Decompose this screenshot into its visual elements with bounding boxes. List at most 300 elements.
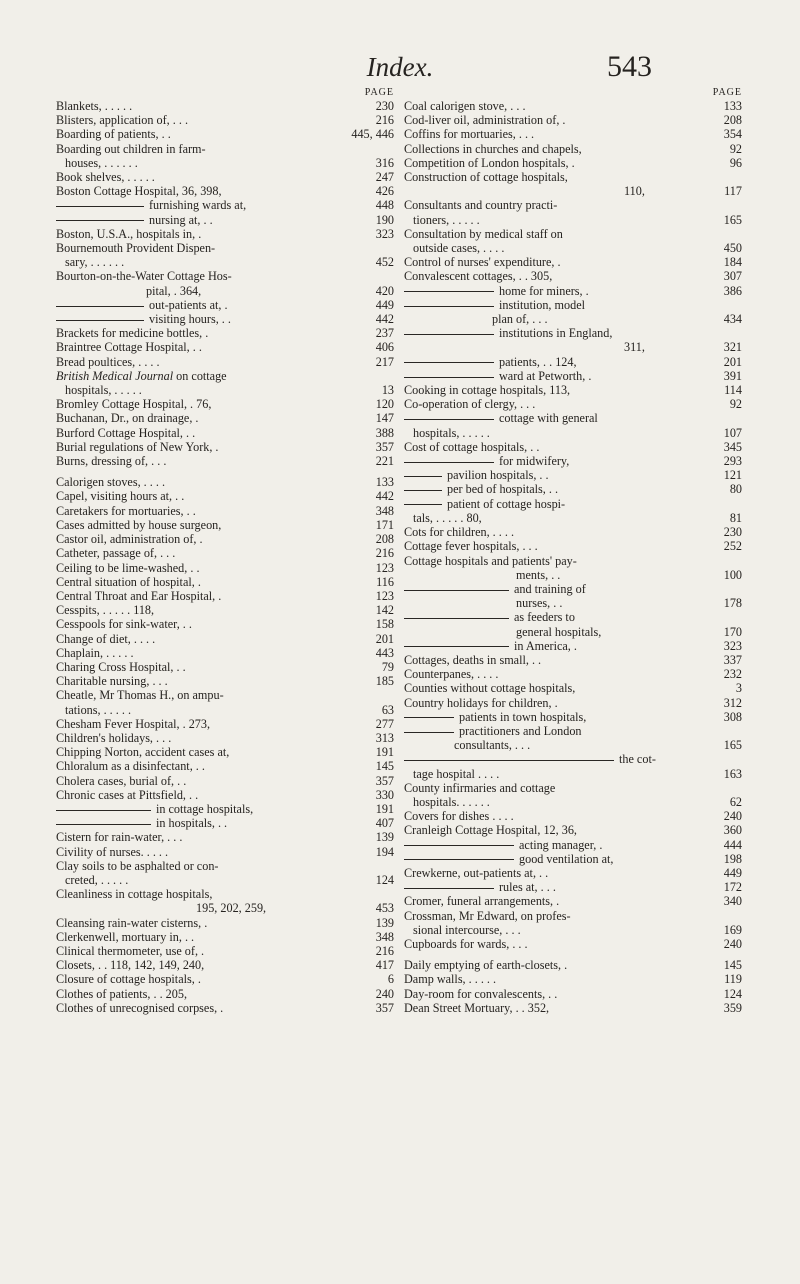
ditto-rule xyxy=(404,306,494,307)
index-entry xyxy=(404,738,742,752)
entry-page-ref: 172 xyxy=(723,880,742,895)
entry-term: houses, . . . . . . xyxy=(65,155,138,170)
running-title: Index. xyxy=(366,52,434,82)
entry-page-ref: 452 xyxy=(375,255,394,270)
entry-page-ref: 312 xyxy=(723,695,742,710)
index-entry xyxy=(56,660,394,674)
entry-term: and training of xyxy=(514,581,586,596)
index-entry xyxy=(56,589,394,603)
index-entry xyxy=(404,610,742,624)
index-entry xyxy=(404,724,742,738)
entry-term: Damp walls, . . . . . xyxy=(404,972,497,987)
entry-page-ref: 357 xyxy=(375,773,394,788)
entry-page-ref: 449 xyxy=(375,297,394,312)
entry-term: pavilion hospitals, . . xyxy=(447,468,549,483)
entry-page-ref: 116 xyxy=(376,574,394,589)
index-entry xyxy=(56,617,394,631)
index-entry xyxy=(56,198,394,212)
entry-page-ref: 444 xyxy=(723,837,742,852)
index-entry xyxy=(404,411,742,425)
entry-page-ref: 133 xyxy=(375,475,394,490)
entry-page-ref: 348 xyxy=(375,929,394,944)
entry-term: Counties without cottage hospitals, xyxy=(404,681,576,696)
entry-page-ref: 247 xyxy=(375,170,394,185)
ditto-rule xyxy=(56,306,144,307)
index-entry xyxy=(404,653,742,667)
index-entry xyxy=(56,156,394,170)
entry-page-ref: 216 xyxy=(375,546,394,561)
index-entry xyxy=(56,475,394,489)
entry-page-ref: 3 xyxy=(735,681,742,696)
ditto-rule xyxy=(404,291,494,292)
entry-term: Day-room for convalescents, . . xyxy=(404,986,558,1001)
entry-page-ref: 340 xyxy=(723,894,742,909)
entry-term: good ventilation at, xyxy=(519,851,614,866)
index-entry xyxy=(404,866,742,880)
entry-term: 195, 202, 259, xyxy=(196,901,267,916)
entry-term: Cottage fever hospitals, . . . xyxy=(404,539,538,554)
entry-page-ref: 165 xyxy=(723,738,742,753)
index-entry xyxy=(404,482,742,496)
entry-page-ref: 434 xyxy=(723,312,742,327)
entry-term: creted, . . . . . xyxy=(65,872,129,887)
index-entry xyxy=(404,284,742,298)
entry-term: Construction of cottage hospitals, xyxy=(404,170,568,185)
entry-term: visiting hours, . . xyxy=(149,312,231,327)
entry-page-ref: 163 xyxy=(723,766,742,781)
index-entry xyxy=(404,525,742,539)
index-entry xyxy=(56,355,394,369)
entry-term: home for miners, . xyxy=(499,283,589,298)
entry-term: Bournemouth Provident Dispen- xyxy=(56,241,216,256)
index-entry xyxy=(56,717,394,731)
index-entry xyxy=(56,241,394,255)
index-entry xyxy=(56,99,394,113)
index-entry xyxy=(56,703,394,717)
index-entry xyxy=(56,184,394,198)
entry-term: Consultants and country practi- xyxy=(404,198,558,213)
entry-page-ref: 171 xyxy=(375,517,394,532)
entry-term: Children's holidays, . . . xyxy=(56,730,172,745)
index-entry xyxy=(56,227,394,241)
entry-page-ref: 191 xyxy=(375,801,394,816)
entry-term: plan of, . . . xyxy=(492,312,548,327)
index-entry xyxy=(404,767,742,781)
index-entry xyxy=(404,511,742,525)
entry-page-ref: 119 xyxy=(724,972,742,987)
entry-page-ref: 237 xyxy=(375,326,394,341)
entry-term: Cost of cottage hospitals, . . xyxy=(404,439,540,454)
entry-term: Counterpanes, . . . . xyxy=(404,667,499,682)
page-number: 543 xyxy=(607,50,652,83)
index-entry xyxy=(404,326,742,340)
index-entry xyxy=(404,454,742,468)
section-gap xyxy=(56,468,394,475)
entry-page-ref: 442 xyxy=(375,312,394,327)
entry-term: Cottages, deaths in small, . . xyxy=(404,652,542,667)
index-entry xyxy=(56,532,394,546)
entry-term: Bread poultices, . . . . xyxy=(56,354,160,369)
index-entry xyxy=(56,575,394,589)
entry-term: Ceiling to be lime-washed, . . xyxy=(56,560,200,575)
entry-term: furnishing wards at, xyxy=(149,198,247,213)
entry-term: tals, . . . . . 80, xyxy=(413,510,482,525)
index-entry xyxy=(404,383,742,397)
index-entry xyxy=(404,142,742,156)
entry-term: Boarding of patients, . . xyxy=(56,127,171,142)
index-entry xyxy=(404,852,742,866)
entry-page-ref: 277 xyxy=(375,716,394,731)
entry-term: tage hospital . . . . xyxy=(413,766,500,781)
entry-term: tioners, . . . . . xyxy=(413,212,480,227)
entry-page-ref: 165 xyxy=(723,212,742,227)
index-entry xyxy=(404,696,742,710)
entry-term: Closure of cottage hospitals, . xyxy=(56,972,201,987)
entry-page-ref: 133 xyxy=(723,99,742,113)
entry-term: Chaplain, . . . . . xyxy=(56,645,134,660)
ditto-rule xyxy=(404,476,442,477)
index-entry xyxy=(56,113,394,127)
entry-page-ref: 348 xyxy=(375,503,394,518)
index-entry xyxy=(56,298,394,312)
entry-term: in America, . xyxy=(514,638,577,653)
ditto-rule xyxy=(404,888,494,889)
index-entry xyxy=(56,759,394,773)
index-entry xyxy=(404,639,742,653)
index-entry xyxy=(404,667,742,681)
entry-page-ref: 147 xyxy=(375,411,394,426)
index-entry xyxy=(56,284,394,298)
ditto-rule xyxy=(404,760,614,761)
entry-page-ref: 293 xyxy=(723,454,742,469)
entry-page-ref: 360 xyxy=(723,823,742,838)
entry-term: Catheter, passage of, . . . xyxy=(56,546,176,561)
index-column-left xyxy=(56,86,394,1015)
index-entry xyxy=(404,113,742,127)
entry-page-ref: 307 xyxy=(723,269,742,284)
entry-page-ref: 208 xyxy=(723,113,742,128)
entry-term: Brackets for medicine bottles, . xyxy=(56,326,209,341)
entry-term: practitioners and London xyxy=(459,723,582,738)
entry-term: Consultation by medical staff on xyxy=(404,226,563,241)
index-entry xyxy=(56,213,394,227)
entry-page-ref: 345 xyxy=(723,439,742,454)
entry-term: patients, . . 124, xyxy=(499,354,577,369)
ditto-rule xyxy=(56,206,144,207)
index-entry xyxy=(404,568,742,582)
entry-term: Cupboards for wards, . . . xyxy=(404,936,528,951)
index-entry xyxy=(404,497,742,511)
entry-page-ref: 80 xyxy=(729,482,742,497)
index-entry xyxy=(404,710,742,724)
entry-term: Boston, U.S.A., hospitals in, . xyxy=(56,226,202,241)
index-entry xyxy=(56,561,394,575)
entry-page-ref: 81 xyxy=(729,510,742,525)
entry-page-ref: 145 xyxy=(375,759,394,774)
entry-term: out-patients at, . xyxy=(149,297,228,312)
entry-term: Cesspits, . . . . . 118, xyxy=(56,603,155,618)
index-entry xyxy=(56,142,394,156)
entry-term: acting manager, . xyxy=(519,837,603,852)
entry-term: Crossman, Mr Edward, on profes- xyxy=(404,908,571,923)
entry-term: sional intercourse, . . . xyxy=(413,922,521,937)
index-entry xyxy=(56,731,394,745)
ditto-rule xyxy=(56,320,144,321)
index-entry xyxy=(404,987,742,1001)
ditto-rule xyxy=(56,810,151,811)
ditto-rule xyxy=(404,646,509,647)
index-entry xyxy=(56,802,394,816)
index-entry xyxy=(56,830,394,844)
entry-term: for midwifery, xyxy=(499,454,570,469)
entry-term: hospitals, . . . . . xyxy=(65,383,142,398)
entry-page-ref: 190 xyxy=(375,212,394,227)
entry-term: Chipping Norton, accident cases at, xyxy=(56,745,230,760)
entry-page-ref: 208 xyxy=(375,532,394,547)
entry-page-ref: 357 xyxy=(375,439,394,454)
entry-page-ref: 420 xyxy=(375,283,394,298)
entry-page-ref: 169 xyxy=(723,922,742,937)
index-entry xyxy=(56,603,394,617)
entry-term: Blankets, . . . . . xyxy=(56,99,133,113)
index-entry xyxy=(56,887,394,901)
entry-page-ref: 201 xyxy=(375,631,394,646)
index-entry xyxy=(404,156,742,170)
ditto-rule xyxy=(404,590,509,591)
index-entry xyxy=(404,958,742,972)
index-entry xyxy=(404,397,742,411)
entry-term: Bromley Cottage Hospital, . 76, xyxy=(56,397,212,412)
index-entry xyxy=(404,241,742,255)
index-entry xyxy=(404,625,742,639)
entry-term: Control of nurses' expenditure, . xyxy=(404,255,561,270)
index-entry xyxy=(56,1001,394,1015)
entry-term: Buchanan, Dr., on drainage, . xyxy=(56,411,199,426)
entry-page-ref: 323 xyxy=(375,226,394,241)
entry-term: hospitals, . . . . . xyxy=(413,425,490,440)
index-entry xyxy=(56,688,394,702)
index-entry xyxy=(404,923,742,937)
entry-page-ref: 453 xyxy=(375,901,394,916)
entry-term: Clinical thermometer, use of, . xyxy=(56,943,205,958)
entry-page-ref: 230 xyxy=(723,525,742,540)
entry-page-ref: 450 xyxy=(723,241,742,256)
entry-page-ref: 178 xyxy=(723,596,742,611)
entry-term: cottage with general xyxy=(499,411,598,426)
entry-term: Caretakers for mortuaries, . . xyxy=(56,503,196,518)
entry-page-ref: 194 xyxy=(375,844,394,859)
entry-term: Central Throat and Ear Hospital, . xyxy=(56,588,222,603)
entry-page-ref: 359 xyxy=(723,1000,742,1015)
entry-page-ref: 308 xyxy=(723,709,742,724)
entry-page-ref: 313 xyxy=(375,730,394,745)
index-entry xyxy=(404,1001,742,1015)
entry-term: 311, xyxy=(624,340,645,355)
index-entry xyxy=(404,426,742,440)
index-entry xyxy=(56,944,394,958)
entry-term: Blisters, application of, . . . xyxy=(56,113,189,128)
entry-page-ref: 407 xyxy=(375,816,394,831)
entry-page-ref: 184 xyxy=(723,255,742,270)
entry-term: outside cases, . . . . xyxy=(413,241,505,256)
entry-term: institution, model xyxy=(499,297,585,312)
ditto-rule xyxy=(404,732,454,733)
index-entry xyxy=(56,518,394,532)
entry-term: ments, . . xyxy=(516,567,561,582)
entry-page-ref: 124 xyxy=(723,986,742,1001)
entry-term: patient of cottage hospi- xyxy=(447,496,566,511)
entry-page-ref: 139 xyxy=(375,915,394,930)
entry-term: Central situation of hospital, . xyxy=(56,574,201,589)
entry-page-ref: 386 xyxy=(723,283,742,298)
entry-term: pital, . 364, xyxy=(146,283,202,298)
index-entry xyxy=(56,127,394,141)
index-entry xyxy=(56,774,394,788)
entry-page-ref: 191 xyxy=(375,745,394,760)
entry-term: Boarding out children in farm- xyxy=(56,141,206,156)
entry-term: Clothes of unrecognised corpses, . xyxy=(56,1000,224,1015)
entry-term: Burford Cottage Hospital, . . xyxy=(56,425,196,440)
index-entry xyxy=(56,546,394,560)
index-entry xyxy=(404,198,742,212)
index-entry xyxy=(56,958,394,972)
entry-term: Cots for children, . . . . xyxy=(404,525,515,540)
index-entry xyxy=(404,681,742,695)
index-entry xyxy=(56,632,394,646)
entry-term: as feeders to xyxy=(514,610,575,625)
entry-term: sary, . . . . . . xyxy=(65,255,125,270)
index-entry xyxy=(404,909,742,923)
entry-page-ref: 145 xyxy=(723,958,742,973)
index-entry xyxy=(56,255,394,269)
entry-term: Collections in churches and chapels, xyxy=(404,141,582,156)
index-entry xyxy=(404,99,742,113)
entry-page-ref: 442 xyxy=(375,489,394,504)
entry-term: consultants, . . . xyxy=(454,738,531,753)
entry-term: nursing at, . . xyxy=(149,212,213,227)
index-entry xyxy=(404,468,742,482)
entry-term: Chesham Fever Hospital, . 273, xyxy=(56,716,211,731)
entry-page-ref: 417 xyxy=(375,958,394,973)
index-entry xyxy=(56,383,394,397)
ditto-rule xyxy=(404,462,494,463)
entry-page-ref: 316 xyxy=(375,155,394,170)
entry-page-ref: 391 xyxy=(723,368,742,383)
ditto-rule xyxy=(404,618,509,619)
ditto-rule xyxy=(404,845,514,846)
ditto-rule xyxy=(404,362,494,363)
entry-page-ref: 230 xyxy=(375,99,394,113)
entry-term: Cromer, funeral arrangements, . xyxy=(404,894,560,909)
entry-term: Clay soils to be asphalted or con- xyxy=(56,858,219,873)
entry-term: Charitable nursing, . . . xyxy=(56,674,168,689)
ditto-rule xyxy=(404,490,442,491)
index-entry xyxy=(56,397,394,411)
index-entry xyxy=(404,440,742,454)
index-entry xyxy=(404,809,742,823)
page-column-label: PAGE xyxy=(364,87,394,98)
entry-page-ref: 6 xyxy=(387,972,394,987)
index-entry xyxy=(56,916,394,930)
index-entry xyxy=(56,816,394,830)
index-entry xyxy=(404,795,742,809)
entry-page-ref: 221 xyxy=(375,454,394,469)
entry-term: the cot- xyxy=(619,752,656,767)
entry-page-ref: 232 xyxy=(723,667,742,682)
entry-term: Cod-liver oil, administration of, . xyxy=(404,113,566,128)
index-entry xyxy=(56,646,394,660)
entry-term: Braintree Cottage Hospital, . . xyxy=(56,340,202,355)
index-entry xyxy=(404,298,742,312)
index-entry xyxy=(56,269,394,283)
entry-term: Clerkenwell, mortuary in, . . xyxy=(56,929,195,944)
entry-term: Clothes of patients, . . 205, xyxy=(56,986,188,1001)
entry-page-ref: 123 xyxy=(375,588,394,603)
index-entry xyxy=(404,127,742,141)
index-entry xyxy=(404,539,742,553)
entry-page-ref: 321 xyxy=(723,340,742,355)
entry-page-ref: 216 xyxy=(375,113,394,128)
index-entry xyxy=(56,440,394,454)
index-entry xyxy=(404,227,742,241)
ditto-rule xyxy=(404,717,454,718)
entry-page-ref: 120 xyxy=(375,397,394,412)
index-entry xyxy=(404,355,742,369)
entry-page-ref: 123 xyxy=(375,560,394,575)
entry-term: nurses, . . xyxy=(516,596,563,611)
entry-term: Capel, visiting hours at, . . xyxy=(56,489,185,504)
entry-term: Coal calorigen stove, . . . xyxy=(404,99,526,113)
entry-term: Calorigen stoves, . . . . xyxy=(56,475,165,490)
entry-term: Castor oil, administration of, . xyxy=(56,532,203,547)
entry-page-ref: 124 xyxy=(375,872,394,887)
index-entry xyxy=(56,426,394,440)
entry-page-ref: 92 xyxy=(729,397,742,412)
index-entry xyxy=(56,340,394,354)
entry-page-ref: 114 xyxy=(724,383,742,398)
entry-page-ref: 354 xyxy=(723,127,742,142)
index-entry xyxy=(404,170,742,184)
ditto-rule xyxy=(56,220,144,221)
index-entry xyxy=(404,937,742,951)
index-entry xyxy=(404,880,742,894)
entry-term: Cheatle, Mr Thomas H., on ampu- xyxy=(56,688,224,703)
entry-term: ward at Petworth, . xyxy=(499,368,592,383)
entry-term: Boston Cottage Hospital, 36, 398, xyxy=(56,184,222,199)
entry-page-ref: 323 xyxy=(723,638,742,653)
entry-page-ref: 107 xyxy=(723,425,742,440)
entry-term: Cottage hospitals and patients' pay- xyxy=(404,553,577,568)
entry-page-ref: 406 xyxy=(375,340,394,355)
entry-term: Co-operation of clergy, . . . xyxy=(404,397,536,412)
entry-page-ref: 216 xyxy=(375,943,394,958)
index-entry xyxy=(56,859,394,873)
entry-page-ref: 198 xyxy=(723,851,742,866)
entry-term: general hospitals, xyxy=(516,624,602,639)
entry-page-ref: 158 xyxy=(375,617,394,632)
entry-term: Cholera cases, burial of, . . xyxy=(56,773,187,788)
index-entry xyxy=(404,894,742,908)
entry-term: Daily emptying of earth-closets, . xyxy=(404,958,568,973)
entry-term: per bed of hospitals, . . xyxy=(447,482,559,497)
index-entry xyxy=(404,255,742,269)
index-entry xyxy=(56,930,394,944)
ditto-rule xyxy=(404,419,494,420)
entry-page-ref: 443 xyxy=(375,645,394,660)
index-entry xyxy=(56,901,394,915)
entry-term: Change of diet, . . . . xyxy=(56,631,156,646)
entry-term: tations, . . . . . xyxy=(65,702,132,717)
